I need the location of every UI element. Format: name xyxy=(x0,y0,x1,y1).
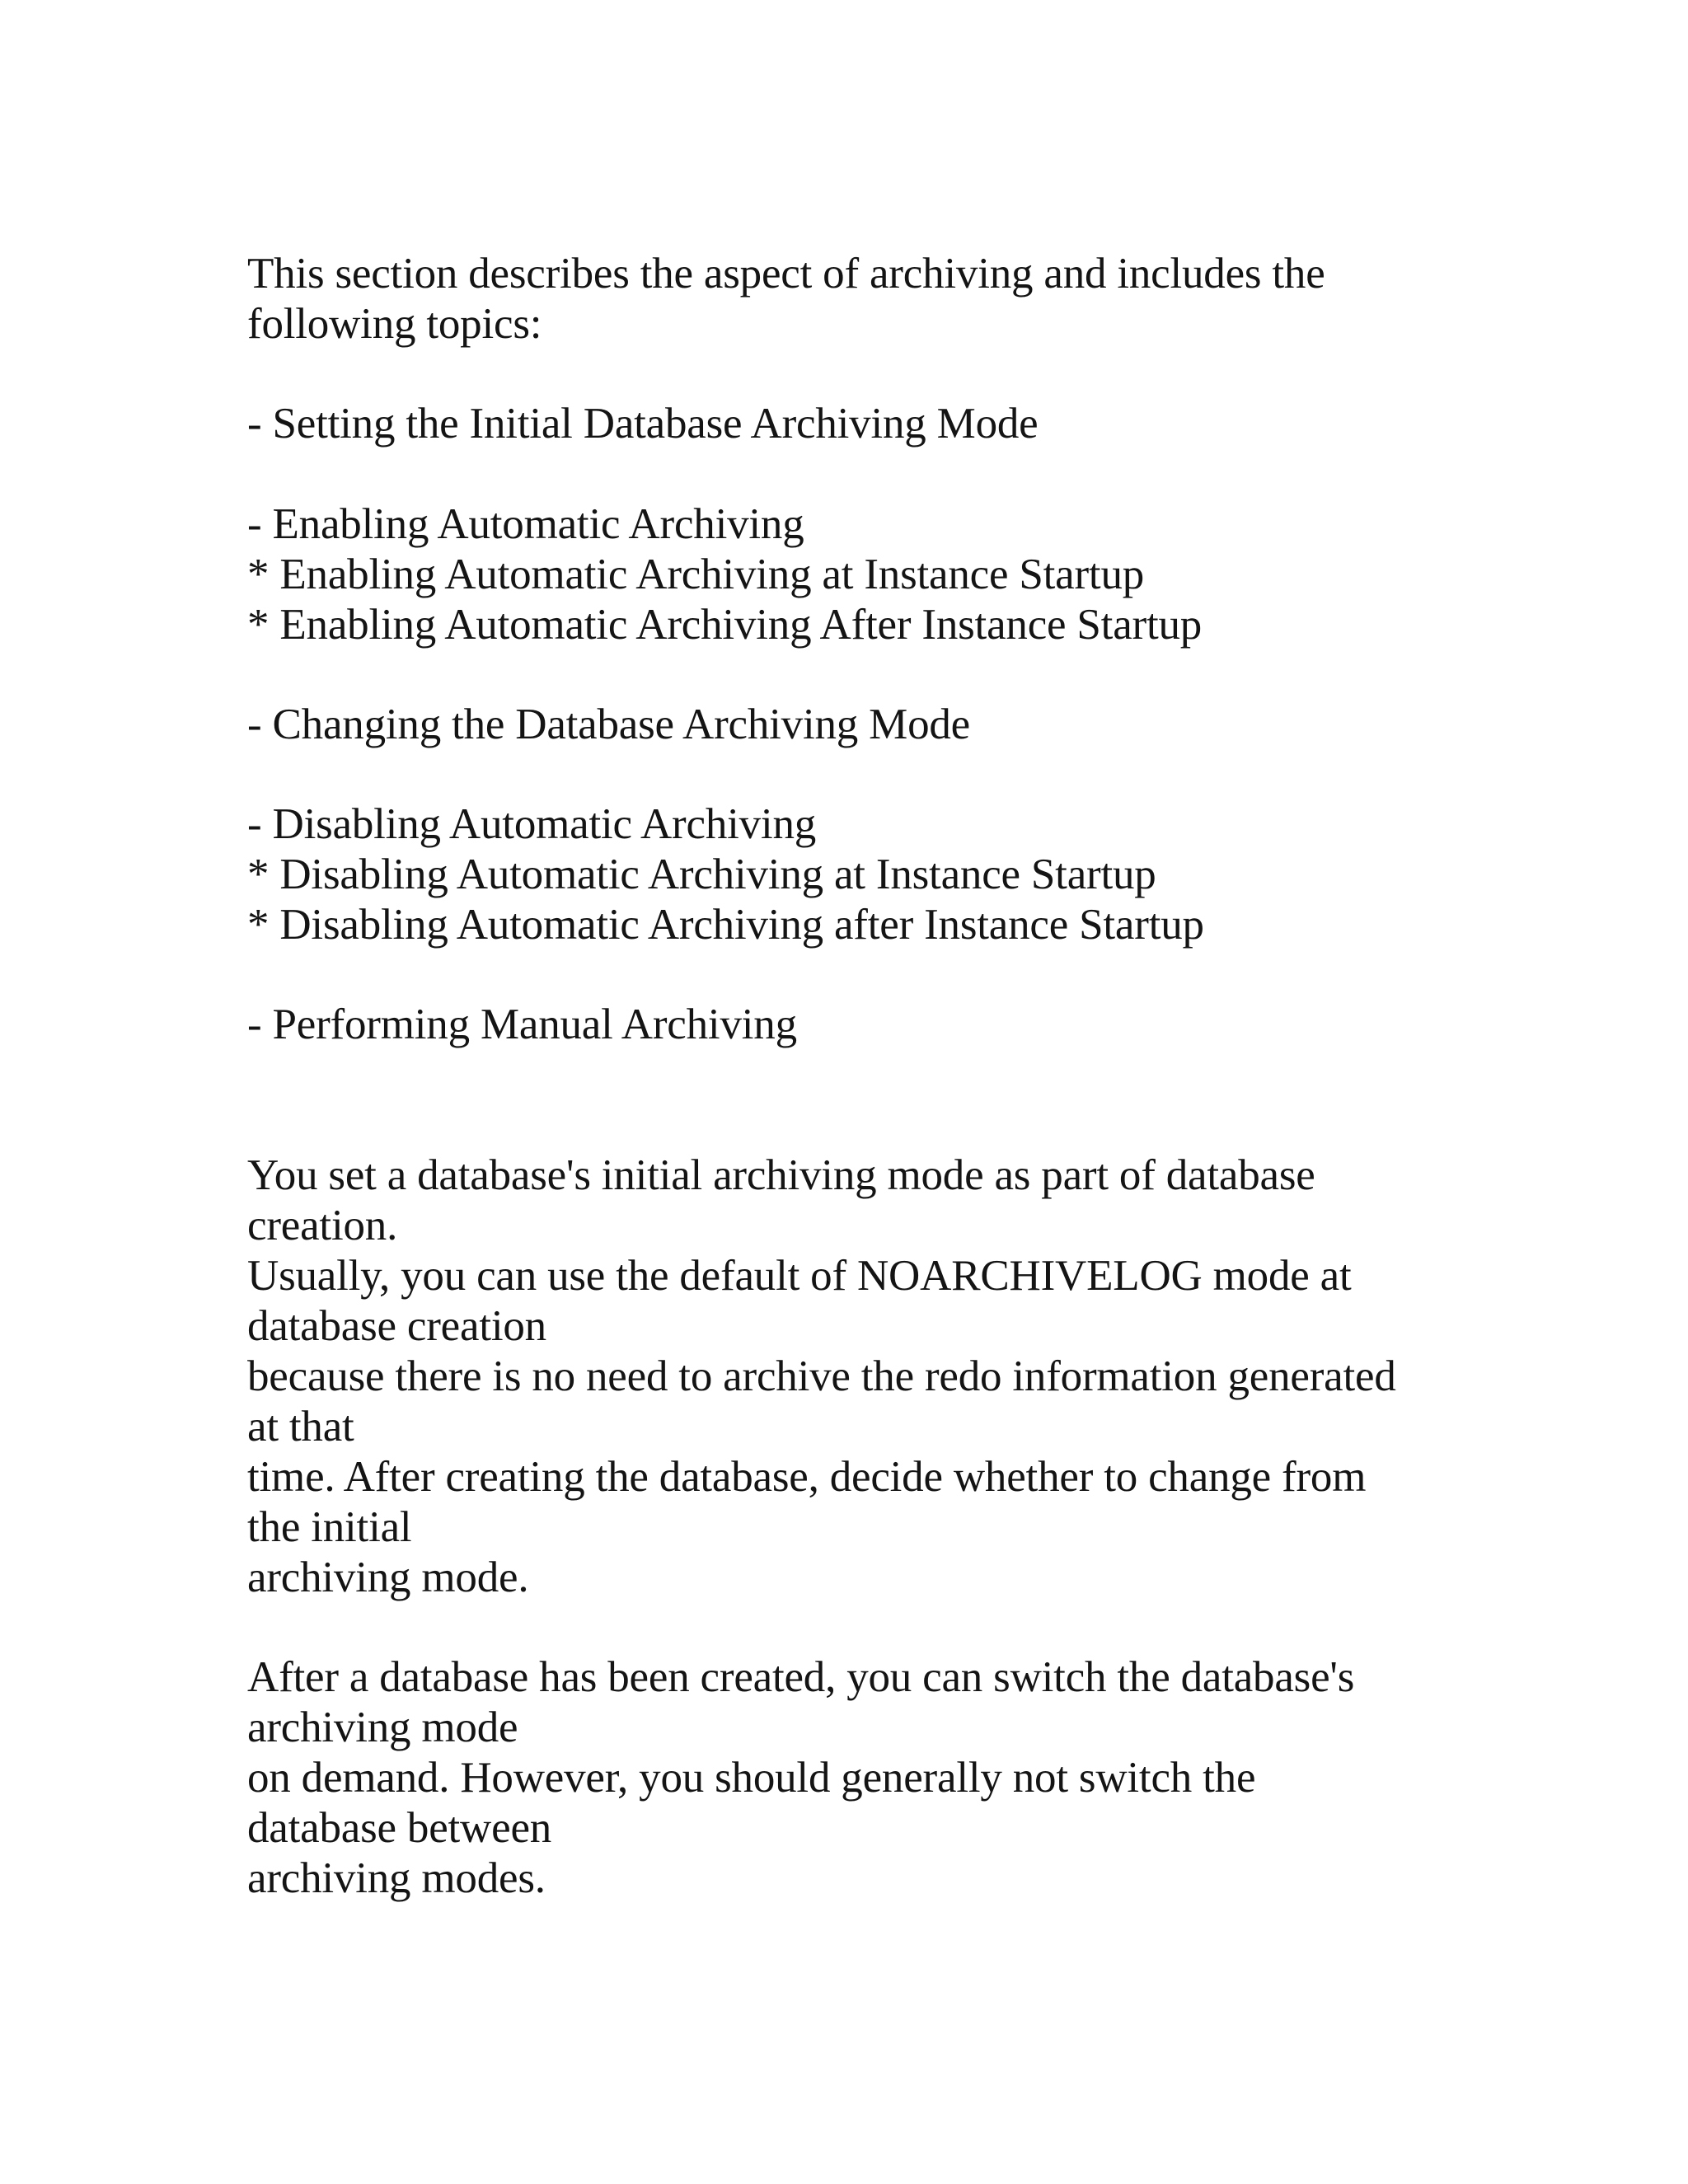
subtopic-enabling-at-startup: * Enabling Automatic Archiving at Instance Startup xyxy=(247,551,1145,598)
subtopic-enabling-after-startup: * Enabling Automatic Archiving After Instance Startup xyxy=(247,601,1203,649)
paragraph-1-line-1: You set a database's initial archiving mode as part of database xyxy=(247,1151,1315,1199)
intro-line-1: This section describes the aspect of archiving and includes the xyxy=(247,250,1325,298)
paragraph-1-line-4: database creation xyxy=(247,1302,546,1350)
subtopic-disabling-after-startup: * Disabling Automatic Archiving after Instance Startup xyxy=(247,901,1204,949)
paragraph-1-line-7: time. After creating the database, decide whether to change from xyxy=(247,1453,1367,1501)
paragraph-1-line-6: at that xyxy=(247,1403,354,1451)
paragraph-2-line-5: archiving modes. xyxy=(247,1854,546,1902)
topic-setting-initial: - Setting the Initial Database Archiving Mode xyxy=(247,400,1039,448)
paragraph-2-line-1: After a database has been created, you can switch the database's xyxy=(247,1653,1355,1701)
paragraph-2-line-4: database between xyxy=(247,1804,552,1852)
paragraph-1-line-5: because there is no need to archive the redo information generated xyxy=(247,1352,1396,1400)
topic-disabling: - Disabling Automatic Archiving xyxy=(247,800,817,848)
topic-changing: - Changing the Database Archiving Mode xyxy=(247,701,970,748)
paragraph-1-line-9: archiving mode. xyxy=(247,1554,529,1601)
paragraph-1-line-2: creation. xyxy=(247,1202,398,1249)
topic-enabling: - Enabling Automatic Archiving xyxy=(247,500,804,548)
paragraph-2-line-2: archiving mode xyxy=(247,1704,518,1751)
topic-manual: - Performing Manual Archiving xyxy=(247,1001,797,1048)
paragraph-1-line-3: Usually, you can use the default of NOARCHIVELOG mode at xyxy=(247,1252,1352,1300)
intro-line-2: following topics: xyxy=(247,300,542,348)
subtopic-disabling-at-startup: * Disabling Automatic Archiving at Instance Startup xyxy=(247,851,1156,898)
paragraph-1-line-8: the initial xyxy=(247,1503,412,1551)
paragraph-2-line-3: on demand. However, you should generally not switch the xyxy=(247,1754,1256,1802)
